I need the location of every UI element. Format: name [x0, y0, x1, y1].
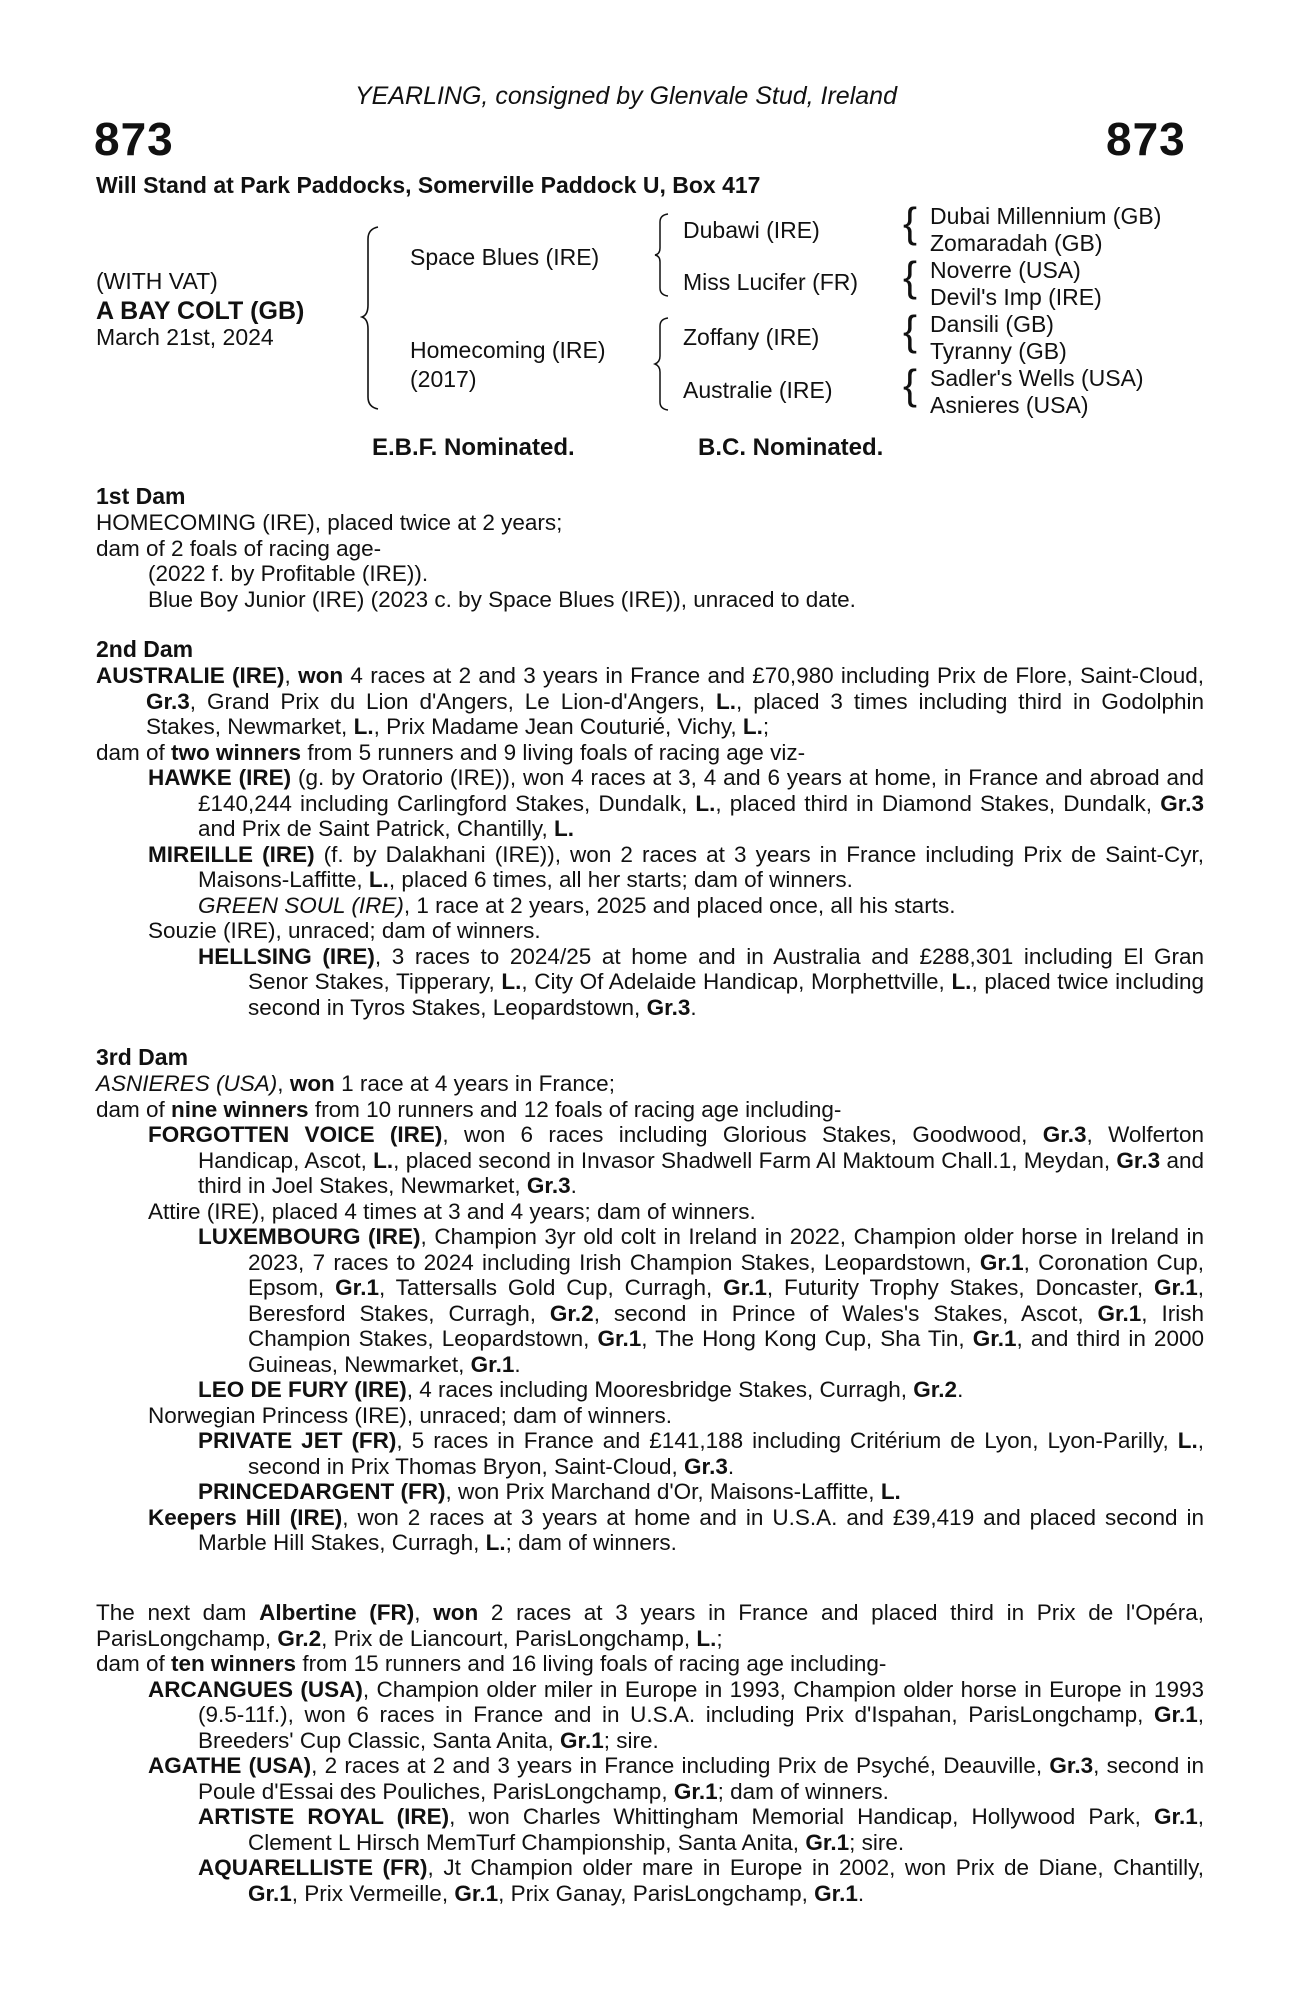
first-dam-line: HOMECOMING (IRE), placed twice at 2 years; — [96, 510, 563, 535]
vat-note: (WITH VAT) — [96, 268, 218, 294]
text: , Prix Vermeille, — [291, 1880, 455, 1906]
pedigree-sire-sire: Dubawi (IRE) — [683, 217, 820, 243]
text: , Breeders' Cup Classic, Santa Anita, — [198, 1702, 1204, 1753]
horse-name: GREEN SOUL (IRE) — [198, 892, 404, 918]
horse-name: LUXEMBOURG (IRE) — [198, 1224, 421, 1249]
next-dam-record: The next dam Albertine (FR), won 2 races at 3 years in France and placed third in Prix de l'Opéra, ParisLongchamp, Gr.2, Prix de Liancourt, ParisLongchamp, L.; — [96, 1600, 1204, 1651]
produce-mireille — [96, 842, 1204, 893]
pedigree-sire: Space Blues (IRE) — [410, 244, 600, 270]
text: , and third in 2000 Guineas, Newmarket, — [248, 1326, 1204, 1377]
brace-icon: { — [903, 253, 918, 300]
pedigree-g7: Sadler's Wells (USA) — [930, 365, 1144, 391]
text: , placed 3 times including third in Godolphin Stakes, Newmarket, — [146, 688, 1204, 739]
lot-title: A BAY COLT (GB) — [96, 297, 305, 325]
pedigree-dam-year: (2017) — [410, 366, 477, 392]
text: , Prix Ganay, ParisLongchamp, — [498, 1880, 815, 1906]
text: . — [690, 994, 697, 1020]
pedigree-sire-dam: Miss Lucifer (FR) — [683, 269, 859, 295]
grade: Gr.1 — [248, 1880, 292, 1906]
grade: Gr.3 — [646, 994, 691, 1020]
second-dam-produce-summary — [96, 740, 1204, 766]
text: from 5 runners and 9 living foals of racing age viz- — [301, 739, 806, 765]
text: from 10 runners and 12 foals of racing age including- — [308, 1096, 842, 1122]
grade: Gr.2 — [277, 1625, 322, 1651]
horse-name: AGATHE (USA) — [148, 1753, 312, 1778]
text: , 4 races including Mooresbridge Stakes, Curragh, — [406, 1377, 914, 1402]
horse-name: ASNIERES (USA) — [96, 1071, 278, 1096]
produce-princedargent — [96, 1479, 1204, 1505]
grade: Gr.3 — [526, 1173, 571, 1198]
produce-hellsing — [96, 944, 1204, 1021]
pedigree-g3: Noverre (USA) — [930, 257, 1081, 283]
text: ; sire. — [603, 1727, 659, 1753]
horse-name: ARTISTE ROYAL (IRE) — [198, 1804, 450, 1829]
horse-name: AQUARELLISTE (FR) — [198, 1855, 428, 1880]
text: , Irish Champion Stakes, Leopardstown, — [248, 1300, 1204, 1351]
pedigree-g6: Tyranny (GB) — [930, 338, 1067, 364]
consignment-line: YEARLING, consigned by Glenvale Stud, Ireland — [355, 82, 897, 110]
grade: Gr.3 — [146, 688, 190, 714]
listed: L. — [742, 714, 763, 739]
grade: Gr.2 — [549, 1300, 594, 1326]
text: , The Hong Kong Cup, Sha Tin, — [641, 1326, 973, 1351]
grade: Gr.3 — [1116, 1147, 1161, 1173]
text: . — [957, 1377, 964, 1402]
grade: Gr.1 — [979, 1249, 1024, 1275]
produce-norwegian-princess: Norwegian Princess (IRE), unraced; dam of winners. — [148, 1402, 672, 1428]
text: , Beresford Stakes, Curragh, — [248, 1275, 1205, 1326]
listed: L. — [696, 1625, 717, 1651]
horse-name: FORGOTTEN VOICE (IRE) — [148, 1122, 443, 1147]
listed: L. — [368, 867, 389, 892]
produce-green-soul — [96, 893, 1204, 919]
third-dam-section — [96, 1044, 1204, 1556]
text: dam of — [96, 1651, 172, 1676]
text: , won 2 races at 3 years at home and in U.S.A. and £39,419 and placed second in Marble Hill Stakes, Curragh, — [198, 1504, 1204, 1555]
produce-attire: Attire (IRE), placed 4 times at 3 and 4 years; dam of winners. — [148, 1198, 756, 1224]
grade: Gr.3 — [1160, 790, 1204, 816]
text: and Prix de Saint Patrick, Chantilly, — [198, 816, 554, 841]
second-dam-section — [96, 636, 1204, 1020]
lot-number-right: 873 — [1106, 113, 1186, 165]
first-dam-heading: 1st Dam — [96, 483, 186, 509]
text: , won Charles Whittingham Memorial Handicap, Hollywood Park, — [449, 1804, 1154, 1829]
bc-nominated: B.C. Nominated. — [698, 434, 884, 461]
text: ; — [762, 714, 770, 739]
text: and third in Joel Stakes, Newmarket, — [198, 1147, 1204, 1198]
text: ; sire. — [849, 1829, 905, 1855]
second-dam-heading: 2nd Dam — [96, 636, 194, 662]
pedigree-bracket-dam — [652, 316, 674, 412]
first-dam-section — [96, 483, 1204, 612]
produce-keepers-hill — [96, 1505, 1204, 1556]
text: . — [514, 1351, 521, 1377]
winners-count: ten winners — [171, 1651, 297, 1676]
pedigree-dam-sire: Zoffany (IRE) — [683, 324, 820, 350]
listed: L. — [353, 714, 374, 739]
horse-name: PRINCEDARGENT (FR) — [198, 1479, 446, 1504]
grade: Gr.1 — [673, 1778, 718, 1804]
produce-hawke — [96, 765, 1204, 842]
grade: Gr.2 — [913, 1377, 958, 1402]
horse-name: AUSTRALIE (IRE) — [96, 663, 285, 688]
text: , second in Poule d'Essai des Pouliches, ParisLongchamp, — [198, 1753, 1204, 1804]
pedigree-g4: Devil's Imp (IRE) — [930, 284, 1102, 310]
text: dam of — [96, 1096, 172, 1122]
first-dam-produce: (2022 f. by Profitable (IRE)). — [148, 561, 429, 586]
text: , placed twice including second in Tyros Stakes, Leopardstown, — [248, 969, 1204, 1020]
produce-luxembourg — [96, 1224, 1204, 1377]
text: , won Prix Marchand d'Or, Maisons-Laffitte, — [445, 1479, 881, 1504]
produce-leo-de-fury — [96, 1377, 1204, 1403]
horse-name: Keepers Hill (IRE) — [148, 1504, 343, 1530]
grade: Gr.3 — [1042, 1122, 1087, 1147]
pedigree-g2: Zomaradah (GB) — [930, 230, 1103, 256]
produce-agathe — [96, 1753, 1204, 1804]
text: . — [727, 1453, 735, 1479]
lot-number-left: 873 — [94, 113, 174, 165]
horse-name: HELLSING (IRE) — [198, 943, 375, 969]
grade: Gr.1 — [805, 1829, 850, 1855]
text: . — [857, 1880, 865, 1906]
listed: L. — [880, 1479, 901, 1504]
text: (f. by Dalakhani (IRE)), won 2 races at 3 years in France including Prix de Saint-Cyr, Maisons-Laffitte, — [198, 841, 1204, 892]
grade: Gr.3 — [684, 1453, 728, 1479]
text: , Grand Prix du Lion d'Angers, Le Lion-d'Angers, — [189, 688, 717, 714]
pedigree-g1: Dubai Millennium (GB) — [930, 203, 1162, 229]
horse-name: ARCANGUES (USA) — [148, 1676, 363, 1702]
pedigree-bracket-sire — [652, 212, 674, 298]
grade: Gr.1 — [597, 1326, 642, 1351]
listed: L. — [373, 1147, 394, 1173]
text: , 3 races to 2024/25 at home and in Australia and £288,301 including El Gran Senor Stakes, Tipperary, — [248, 943, 1205, 994]
foaled-date: March 21st, 2024 — [96, 324, 274, 350]
text: , second in Prix Thomas Bryon, Saint-Cloud, — [248, 1428, 1204, 1479]
listed: L. — [716, 688, 737, 714]
grade: Gr.1 — [723, 1275, 767, 1300]
produce-forgotten-voice — [96, 1122, 1204, 1199]
text: , Tattersalls Gold Cup, Curragh, — [378, 1275, 724, 1300]
brace-icon: { — [903, 361, 918, 408]
text: , Champion 3yr old colt in Ireland in 2022, Champion older horse in Ireland in 2023, 7 races to 2024 including Irish Champion Stakes, Leopardstown, — [248, 1224, 1204, 1275]
text: , placed 6 times, all her starts; dam of winners. — [388, 867, 853, 892]
grade: Gr.1 — [470, 1351, 515, 1377]
listed: L. — [951, 969, 972, 994]
winners-count: two winners — [171, 739, 302, 765]
text: , Prix de Liancourt, ParisLongchamp, — [321, 1625, 697, 1651]
produce-souzie: Souzie (IRE), unraced; dam of winners. — [148, 918, 541, 943]
horse-name: Albertine (FR) — [259, 1600, 415, 1625]
text: , Prix Madame Jean Couturié, Vichy, — [373, 714, 743, 739]
first-dam-produce: Blue Boy Junior (IRE) (2023 c. by Space Blues (IRE)), unraced to date. — [148, 586, 856, 612]
text: , Coronation Cup, Epsom, — [248, 1249, 1204, 1300]
produce-artiste-royal — [96, 1804, 1204, 1855]
horse-name: LEO DE FURY (IRE) — [198, 1377, 407, 1402]
text: . — [570, 1173, 577, 1198]
won-label: won — [289, 1071, 335, 1096]
text: ; — [716, 1625, 723, 1651]
text: 4 races at 2 and 3 years in France and £70,980 including Prix de Flore, Saint-Cloud, — [343, 663, 1204, 688]
pedigree-g5: Dansili (GB) — [930, 311, 1054, 337]
horse-name: HAWKE (IRE) — [148, 765, 292, 790]
next-dam-produce-summary — [96, 1651, 1204, 1677]
text: , Champion older miler in Europe in 1993, Champion older horse in Europe in 1993 (9.5-11f.), won 6 races in France and in U.S.A. including Prix d'Ispahan, ParisLongchamp, — [198, 1676, 1204, 1727]
produce-private-jet — [96, 1428, 1204, 1479]
text: , Futurity Trophy Stakes, Doncaster, — [766, 1275, 1154, 1300]
stand-location: Will Stand at Park Paddocks, Somerville Paddock U, Box 417 — [96, 172, 761, 198]
grade: Gr.1 — [335, 1275, 379, 1300]
third-dam-heading: 3rd Dam — [96, 1044, 189, 1070]
pedigree-dam-dam: Australie (IRE) — [683, 377, 833, 403]
text: The next dam — [96, 1600, 260, 1625]
text: ; dam of winners. — [505, 1530, 677, 1555]
won-label: won — [433, 1600, 479, 1625]
grade: Gr.1 — [1153, 1702, 1198, 1727]
first-dam-line: dam of 2 foals of racing age- — [96, 535, 382, 561]
next-dam-section — [96, 1600, 1204, 1906]
text: , placed third in Diamond Stakes, Dundalk, — [715, 790, 1161, 816]
text: 2 races at 3 years in France and placed third in Prix de l'Opéra, ParisLongchamp, — [96, 1600, 1204, 1651]
listed: L. — [501, 969, 522, 994]
grade: Gr.1 — [814, 1880, 858, 1906]
text: , Wolferton Handicap, Ascot, — [198, 1122, 1204, 1173]
third-dam-produce-summary — [96, 1097, 1204, 1123]
grade: Gr.1 — [972, 1326, 1017, 1351]
grade: Gr.1 — [559, 1727, 604, 1753]
text: , placed second in Invasor Shadwell Farm Al Maktoum Chall.1, Meydan, — [393, 1147, 1117, 1173]
brace-icon: { — [903, 199, 918, 246]
text: (g. by Oratorio (IRE)), won 4 races at 3, 4 and 6 years at home, in France and abroad and £140,244 including Carlingford Stakes, Dundalk, — [198, 765, 1204, 816]
second-dam-record: AUSTRALIE (IRE), won 4 races at 2 and 3 years in France and £70,980 including Prix de Flore, Saint-Cloud, Gr.3, Grand Prix du Lion d'Angers, Le Lion-d'Angers, L., placed 3 times including third in Godolphin Stakes, Newmarket, L., Prix Madame Jean Couturié, Vichy, L.; — [96, 663, 1204, 739]
third-dam-record: ASNIERES (USA), won 1 race at 4 years in France; — [96, 1071, 615, 1096]
listed: L. — [554, 816, 574, 841]
brace-icon: { — [903, 307, 918, 354]
grade: Gr.1 — [1153, 1804, 1198, 1829]
text: , 1 race at 2 years, 2025 and placed once, all his starts. — [403, 892, 956, 918]
pedigree-bracket-main — [360, 225, 390, 410]
text: 1 race at 4 years in France; — [334, 1071, 615, 1096]
text: from 15 runners and 16 living foals of racing age including- — [296, 1651, 887, 1676]
produce-arcangues — [96, 1677, 1204, 1754]
grade: Gr.1 — [454, 1880, 499, 1906]
grade: Gr.1 — [1097, 1300, 1142, 1326]
grade: Gr.1 — [1153, 1275, 1198, 1300]
listed: L. — [1177, 1428, 1198, 1453]
horse-name: MIREILLE (IRE) — [148, 841, 315, 867]
text: , Clement L Hirsch MemTurf Championship, Santa Anita, — [248, 1804, 1204, 1855]
text: , second in Prince of Wales's Stakes, Ascot, — [593, 1300, 1098, 1326]
pedigree-dam: Homecoming (IRE) — [410, 337, 606, 363]
text: , 2 races at 2 and 3 years in France including Prix de Psyché, Deauville, — [311, 1753, 1050, 1778]
horse-name: PRIVATE JET (FR) — [198, 1428, 397, 1453]
text: ; dam of winners. — [717, 1778, 889, 1804]
text: , City Of Adelaide Handicap, Morphettville, — [521, 969, 952, 994]
listed: L. — [485, 1530, 506, 1555]
text: , Jt Champion older mare in Europe in 2002, won Prix de Diane, Chantilly, — [427, 1855, 1204, 1880]
grade: Gr.3 — [1049, 1753, 1094, 1778]
winners-count: nine winners — [171, 1096, 309, 1122]
text: , 5 races in France and £141,188 including Critérium de Lyon, Lyon-Parilly, — [396, 1428, 1178, 1453]
text: , won 6 races including Glorious Stakes, Goodwood, — [442, 1122, 1043, 1147]
ebf-nominated: E.B.F. Nominated. — [372, 434, 575, 461]
listed: L. — [695, 790, 716, 816]
pedigree-g8: Asnieres (USA) — [930, 392, 1089, 418]
text: dam of — [96, 739, 172, 765]
produce-aquarelliste — [96, 1855, 1204, 1906]
won-label: won — [298, 663, 344, 688]
